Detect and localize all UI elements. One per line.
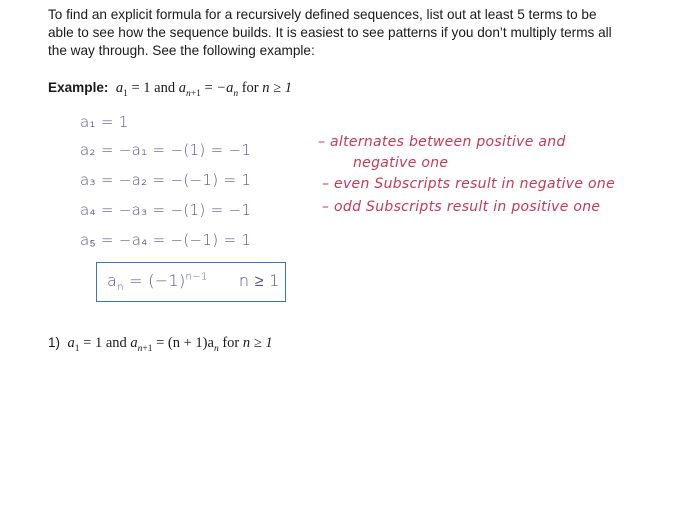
example-recurrence: $a_1 = 1$ and $a_{n+1} = -a_n$ for n ≥ 1 bbox=[115, 80, 292, 99]
work-row-1: a₁ = 1 bbox=[80, 113, 129, 131]
instructions-line-2: able to see how the sequence builds. It is easiest to see patterns if you don’t multiply terms all bbox=[48, 25, 612, 40]
formula-condition: n ≥ 1 bbox=[238, 271, 280, 290]
note-alternates-continued: negative one bbox=[353, 155, 449, 171]
instructions-line-1: To find an explicit formula for a recursively defined sequences, list out at least 5 terms to be bbox=[48, 7, 597, 22]
example-problem bbox=[48, 80, 292, 99]
formula-base: = (−1) bbox=[129, 271, 186, 290]
example-recurrence-rhs: −a bbox=[216, 80, 234, 96]
formula-subscript: n bbox=[117, 282, 124, 294]
work-row-3: a₃ = −a₂ = −(−1) = 1 bbox=[80, 171, 252, 189]
example-a1-value: 1 bbox=[143, 80, 151, 96]
example-condition: n ≥ 1 bbox=[262, 80, 292, 96]
example-label: Example: bbox=[48, 80, 109, 95]
work-row-4: a₄ = −a₃ = −(1) = −1 bbox=[80, 201, 252, 219]
explicit-formula bbox=[107, 271, 280, 293]
formula-exponent: n−1 bbox=[185, 271, 208, 283]
question-condition: n ≥ 1 bbox=[242, 335, 273, 351]
note-odd-subscripts: – odd Subscripts result in positive one bbox=[322, 199, 601, 215]
instructions-text bbox=[48, 6, 668, 60]
question-1 bbox=[48, 335, 273, 354]
question-recurrence: $a_1 = 1$ and $a_{n+1} = (n + 1)a_n$ for n ≥ 1 bbox=[67, 335, 273, 354]
question-a1-value: 1 bbox=[94, 335, 103, 351]
formula-lhs: a bbox=[107, 271, 118, 290]
work-row-5: a₅ = −a₄ = −(−1) = 1 bbox=[80, 231, 252, 249]
note-alternates: – alternates between positive and bbox=[318, 134, 566, 150]
explicit-formula-box bbox=[96, 262, 286, 302]
question-number: 1) bbox=[48, 335, 61, 350]
note-even-subscripts: – even Subscripts result in negative one bbox=[322, 176, 615, 192]
work-row-2: a₂ = −a₁ = −(1) = −1 bbox=[80, 141, 252, 159]
instructions-line-3: the way through. See the following example: bbox=[48, 43, 315, 58]
question-recurrence-rhs: (n + 1)a bbox=[167, 335, 214, 351]
